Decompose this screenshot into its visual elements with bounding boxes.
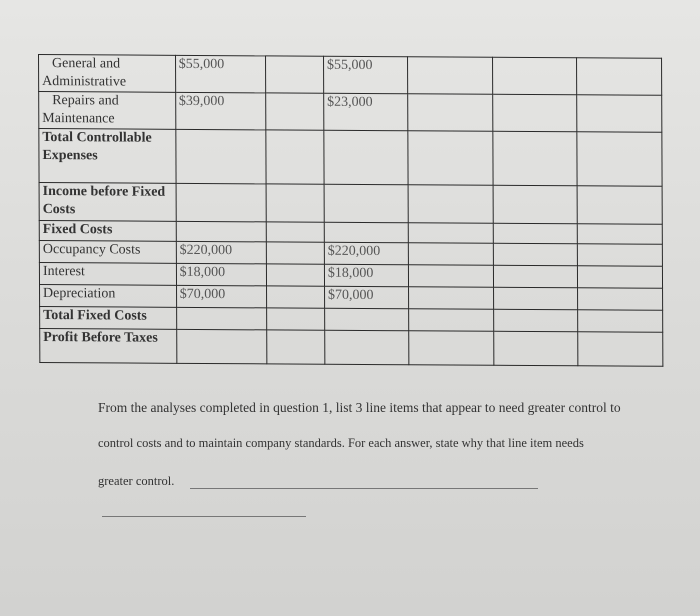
question-line-1: From the analyses completed in question 1, list 3 line items that appear to need greater control to	[98, 400, 621, 415]
row-label: Total Controllable	[42, 130, 152, 146]
empty-cell	[408, 185, 493, 224]
empty-cell	[267, 308, 324, 330]
amount-cell-2	[324, 286, 409, 309]
amount-value: $23,000	[327, 94, 373, 111]
empty-cell	[408, 57, 493, 95]
row-label-cell	[39, 220, 176, 241]
empty-cell	[408, 131, 493, 186]
amount-cell-1	[176, 263, 267, 286]
cost-table	[38, 54, 663, 367]
amount-cell-2	[325, 330, 410, 365]
empty-cell	[493, 243, 578, 266]
empty-cell	[492, 57, 577, 95]
row-label: General and	[52, 56, 121, 72]
amount-cell-1	[176, 221, 267, 242]
amount-cell-2	[323, 56, 408, 94]
amount-value: $39,000	[178, 93, 225, 110]
row-label-cell	[40, 306, 177, 329]
empty-cell	[493, 94, 578, 132]
empty-cell	[578, 332, 663, 367]
amount-cell-1	[176, 183, 267, 222]
empty-cell	[578, 288, 663, 311]
empty-cell	[493, 131, 578, 186]
row-label-cell	[39, 55, 176, 93]
empty-cell	[408, 94, 493, 132]
amount-cell-2	[324, 130, 409, 185]
row-label-cell	[39, 92, 176, 130]
empty-cell	[266, 56, 324, 93]
row-label: Repairs and	[52, 93, 119, 109]
empty-cell	[577, 132, 662, 187]
empty-cell	[267, 184, 325, 222]
empty-cell	[578, 224, 663, 245]
empty-cell	[577, 58, 662, 96]
row-label: Expenses	[42, 148, 98, 164]
empty-cell	[266, 130, 324, 184]
empty-cell	[493, 265, 578, 288]
empty-cell	[578, 266, 663, 289]
row-label: Interest	[42, 264, 85, 280]
amount-cell-2	[324, 184, 409, 223]
row-label-cell	[39, 183, 176, 222]
empty-cell	[494, 309, 579, 332]
row-label-cell	[39, 129, 176, 184]
empty-cell	[493, 287, 578, 310]
question-line-3: greater control.	[98, 474, 175, 488]
row-label-cell	[39, 240, 176, 263]
table-row	[40, 328, 663, 366]
empty-cell	[267, 330, 325, 364]
amount-cell-2	[324, 222, 409, 243]
amount-cell-1	[175, 92, 266, 130]
amount-value: $220,000	[327, 243, 381, 260]
answer-blank-line	[102, 516, 306, 517]
row-label-cell	[39, 262, 176, 285]
empty-cell	[267, 242, 324, 264]
empty-cell	[409, 331, 494, 366]
amount-value: $55,000	[326, 57, 373, 74]
row-label: Costs	[42, 202, 76, 218]
amount-cell-1	[175, 55, 266, 93]
amount-value: $220,000	[179, 242, 233, 259]
amount-cell-2	[324, 93, 409, 131]
row-label: Depreciation	[43, 286, 116, 302]
row-label: Profit Before Taxes	[43, 330, 158, 346]
row-label: Fixed Costs	[42, 222, 113, 238]
amount-value: $18,000	[327, 265, 374, 282]
empty-cell	[409, 265, 494, 288]
row-label-cell	[40, 328, 177, 363]
empty-cell	[267, 264, 324, 286]
amount-cell-2	[324, 242, 409, 265]
empty-cell	[494, 331, 579, 366]
empty-cell	[578, 310, 663, 333]
empty-cell	[267, 222, 324, 242]
amount-value: $70,000	[179, 286, 226, 303]
empty-cell	[493, 185, 578, 224]
amount-cell-1	[176, 285, 267, 308]
amount-value: $55,000	[178, 56, 225, 73]
table-row	[39, 183, 662, 225]
table-row	[39, 129, 662, 187]
row-label: Income before Fixed	[42, 184, 166, 200]
row-label: Total Fixed Costs	[43, 308, 147, 324]
empty-cell	[578, 186, 663, 225]
empty-cell	[266, 93, 324, 130]
row-label: Occupancy Costs	[42, 242, 141, 258]
row-label-cell	[40, 284, 177, 307]
empty-cell	[493, 223, 578, 244]
amount-cell-1	[176, 307, 267, 330]
empty-cell	[409, 309, 494, 332]
amount-value: $18,000	[179, 264, 226, 281]
question-line-2: control costs and to maintain company standards. For each answer, state why that line item needs	[98, 436, 584, 450]
empty-cell	[409, 223, 494, 244]
amount-cell-2	[324, 264, 409, 287]
amount-cell-1	[176, 329, 267, 364]
empty-cell	[267, 286, 324, 308]
row-label: Administrative	[42, 74, 127, 90]
answer-blank-line	[190, 488, 538, 489]
empty-cell	[409, 243, 494, 266]
amount-value: $70,000	[327, 287, 374, 304]
row-label: Maintenance	[42, 111, 115, 127]
table-row	[39, 92, 662, 133]
empty-cell	[577, 95, 662, 133]
table-row	[39, 55, 662, 96]
empty-cell	[409, 287, 494, 310]
empty-cell	[578, 244, 663, 267]
amount-cell-1	[176, 241, 267, 264]
amount-cell-2	[324, 308, 409, 331]
amount-cell-1	[176, 129, 267, 184]
